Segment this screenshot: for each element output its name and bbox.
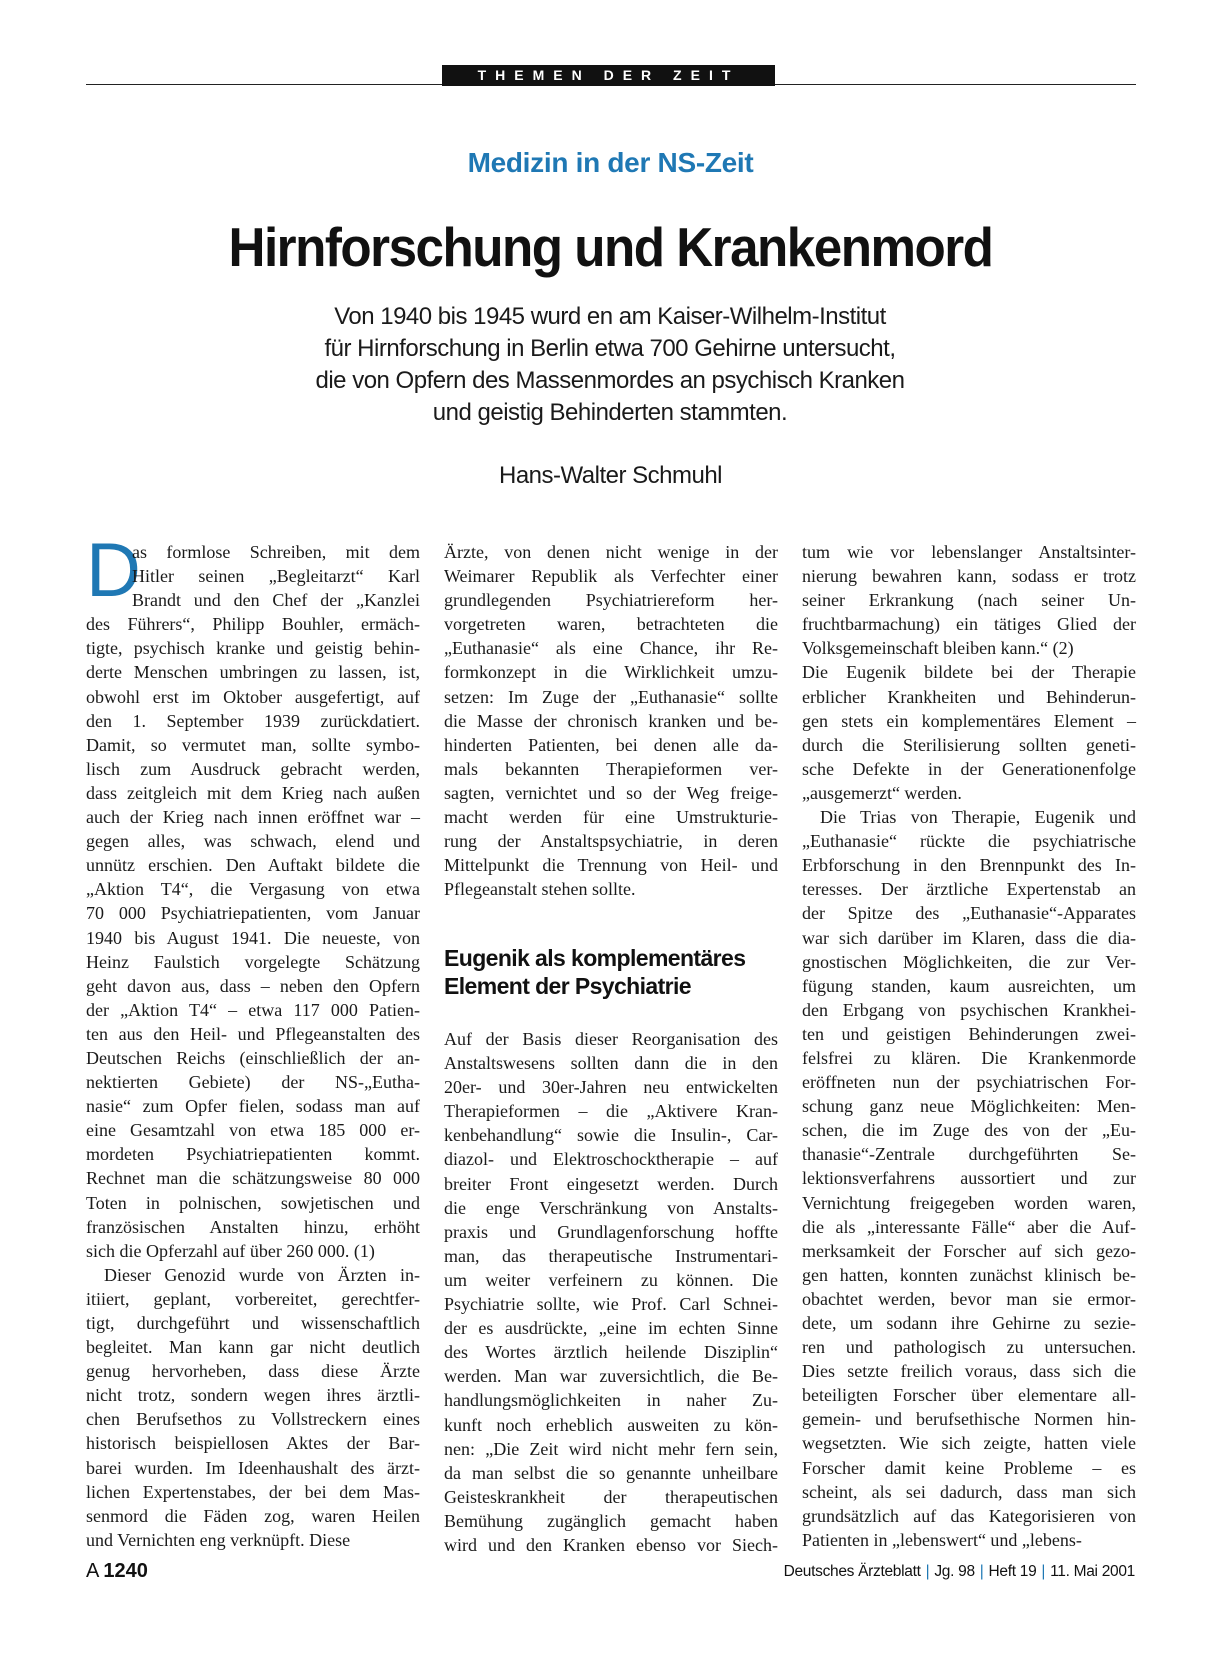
text-line: barei wurden. Im Ideenhaushalt des ärzt- <box>86 1457 420 1478</box>
text-line: Mittelpunkt die Trennung von Heil- und <box>444 855 778 876</box>
text-line: Vernichtung freigegeben worden waren, <box>802 1192 1136 1213</box>
text-line: itiiert, geplant, vorbereitet, gerechtfer- <box>86 1288 420 1309</box>
text-line: 70 000 Psychiatriepatienten, vom Januar <box>86 903 420 924</box>
text-line: nektierten Gebiete) der NS-„Eutha- <box>86 1072 420 1093</box>
text-line: formkonzept in die Wirklichkeit umzu- <box>444 662 778 683</box>
text-line: 20er- und 30er-Jahren neu entwickelten <box>444 1077 778 1098</box>
text-line: wegsetzten. Wie sich zeigte, hatten viele <box>802 1433 1136 1454</box>
text-line: macht werden für eine Umstrukturie- <box>444 807 778 828</box>
text-line: durch die Sterilisierung sollten geneti- <box>802 734 1136 755</box>
text-column-3 <box>802 540 1136 1552</box>
text-line: lisch zum Ausdruck gebracht werden, <box>86 758 420 779</box>
text-line: schen, die im Zuge des von der „Eu- <box>802 1120 1136 1141</box>
text-line: Therapieformen – die „Aktivere Kran- <box>444 1101 778 1122</box>
text-line: grundlegenden Psychiatriereform her- <box>444 590 778 611</box>
text-line: Dieser Genozid wurde von Ärzten in- <box>104 1264 420 1285</box>
text-line: nierung bewahren kann, sodass er trotz <box>802 566 1136 587</box>
text-line: erblicher Krankheiten und Behinderun- <box>802 686 1136 707</box>
text-line: „Euthanasie“ als eine Chance, ihr Re- <box>444 638 778 659</box>
text-line: „ausgemerzt“ werden. <box>802 782 962 803</box>
author-byline: Hans-Walter Schmuhl <box>498 462 722 489</box>
text-line: Forscher damit keine Probleme – es <box>802 1457 1136 1478</box>
text-line: diazol- und Elektroschocktherapie – auf <box>444 1149 778 1170</box>
text-line: des Wortes ärztlich heilende Disziplin“ <box>444 1342 778 1363</box>
text-line: breiter Front eingesetzt werden. Durch <box>444 1173 778 1194</box>
text-line: sche Defekte in der Generationenfolge <box>802 758 1136 779</box>
page-number-value: 1240 <box>103 1560 148 1582</box>
text-line: wird und den Kranken ebenso vor Siech- <box>444 1534 778 1555</box>
text-line: Dies setzte freilich voraus, dass sich die <box>802 1361 1136 1382</box>
text-line: schung ganz neue Möglichkeiten: Men- <box>802 1096 1136 1117</box>
text-line: den 1. September 1939 zurückdatiert. <box>86 710 420 731</box>
text-line: die Masse der chronisch kranken und be- <box>444 710 778 731</box>
text-column-1 <box>86 540 420 1552</box>
text-line: Patienten in „lebenswert“ und „lebens- <box>802 1529 1082 1550</box>
text-line: Bemühung zugänglich gemacht haben <box>444 1510 778 1531</box>
deck-line: und geistig Behinderten stammten. <box>432 399 788 426</box>
text-line: obwohl erst im Oktober ausgefertigt, auf <box>86 686 420 707</box>
separator: | <box>979 1563 984 1580</box>
text-line: Damit, so vermutet man, sollte symbo- <box>86 734 420 755</box>
text-line: des Führers“, Philipp Bouhler, ermäch- <box>86 614 420 635</box>
text-line: auch der Krieg nach innen eröffnet war – <box>86 807 420 828</box>
text-line: tum wie vor lebenslanger Anstaltsinter- <box>802 542 1136 562</box>
text-line: Rechnet man die schätzungsweise 80 000 <box>86 1168 420 1189</box>
separator: | <box>1041 1563 1046 1580</box>
text-line: werden. Man war zuversichtlich, die Be- <box>444 1366 778 1387</box>
text-line: lichen Expertenstabes, der bei dem Mas- <box>86 1481 420 1502</box>
text-line: kunft noch erheblich ausweiten zu kön- <box>444 1414 778 1435</box>
section-label: THEMEN DER ZEIT <box>442 65 775 86</box>
text-line: dass zeitgleich mit dem Krieg nach außen <box>86 782 420 803</box>
text-line: Psychiatrie sollte, wie Prof. Carl Schnei- <box>444 1294 778 1315</box>
text-line: vorgetreten waren, betrachteten die <box>444 614 778 635</box>
text-line: fügung standen, kaum ausreichten, um <box>802 975 1136 996</box>
text-line: thanasie“-Zentrale durchgeführten Se- <box>802 1144 1136 1165</box>
text-line: französischen Anstalten hinzu, erhöht <box>86 1216 420 1237</box>
text-line: Die Eugenik bildete bei der Therapie <box>802 662 1136 683</box>
text-line: unnütz erschien. Den Auftakt bildete die <box>86 855 420 876</box>
text-line: tigt, durchgeführt und wissenschaftlich <box>86 1313 420 1333</box>
deck <box>210 301 1010 429</box>
text-line: war sich darüber im Klaren, dass die dia- <box>802 927 1136 948</box>
text-line: Deutschen Reichs (einschließlich der an- <box>86 1047 420 1068</box>
text-line: senmord die Fäden zog, waren Heilen <box>86 1505 420 1526</box>
text-line: da man selbst die so genannte unheilbare <box>444 1462 778 1483</box>
text-line: der es ausdrückte, „eine im echten Sinne <box>444 1318 778 1339</box>
text-line: praxis und Grundlagenforschung hoffte <box>444 1221 778 1242</box>
text-line: lektionsverfahrens aussortiert und zur <box>802 1168 1136 1189</box>
text-line: derte Menschen umbringen zu lassen, ist, <box>86 662 420 683</box>
text-line: 1940 bis August 1941. Die neueste, von <box>86 927 420 948</box>
text-line: den Erbgang von psychischen Krankhei- <box>802 999 1136 1020</box>
text-line: scheint, als sei dadurch, dass man sich <box>802 1481 1136 1502</box>
text-column-2-continued <box>444 1027 778 1557</box>
text-line: eröffneten nun der psychiatrischen For- <box>802 1072 1136 1093</box>
text-line: man, das therapeutische Instrumentari- <box>444 1245 778 1266</box>
text-line: Hitler seinen „Begleitarzt“ Karl <box>132 566 420 587</box>
text-line: handlungsmöglichkeiten in naher Zu- <box>444 1390 778 1411</box>
text-line: chen Berufsethos zu Vollstreckern eines <box>86 1409 420 1430</box>
text-line: Pflegeanstalt stehen sollte. <box>444 879 636 900</box>
journal-info <box>784 1563 1135 1581</box>
page-prefix: A <box>86 1560 100 1582</box>
text-line: tigte, psychisch kranke und geistig behin- <box>86 638 420 659</box>
text-column-2 <box>444 540 778 901</box>
text-line: um weiter verfeinern zu können. Die <box>444 1269 778 1290</box>
text-line: der „Aktion T4“ – etwa 117 000 Patien- <box>86 999 420 1020</box>
kicker: Medizin in der NS-Zeit <box>467 147 754 178</box>
page-number <box>86 1560 148 1583</box>
text-line: teresses. Der ärztliche Expertenstab an <box>802 879 1136 900</box>
text-line: genug hervorheben, dass diese Ärzte <box>86 1361 420 1382</box>
text-line: mals bekannten Therapieformen ver- <box>444 758 778 779</box>
text-line: Brandt und den Chef der „Kanzlei <box>132 590 420 611</box>
journal-name: Deutsches Ärzteblatt <box>783 1563 921 1580</box>
text-line: der Spitze des „Euthanasie“-Apparates <box>802 903 1136 924</box>
text-line: gnostischen Möglichkeiten, die zur Ver- <box>802 951 1136 972</box>
text-line: Volksgemeinschaft bleiben kann.“ (2) <box>802 638 1074 659</box>
text-line: Geisteskrankheit der therapeutischen <box>444 1486 778 1507</box>
text-line: nen: „Die Zeit wird nicht mehr fern sein, <box>444 1438 778 1459</box>
subheading-line: Element der Psychiatrie <box>444 973 691 999</box>
text-line: geht davon aus, dass – neben den Opfern <box>86 975 420 996</box>
text-line: obachtet werden, bevor man sie ermor- <box>802 1288 1136 1309</box>
text-line: Auf der Basis dieser Reorganisation des <box>444 1029 778 1049</box>
text-line: fruchtbarmachung) ein tätiges Glied der <box>802 614 1136 635</box>
deck-line: die von Opfern des Massenmordes an psychisch Kranken <box>315 367 905 394</box>
text-line: rung der Anstaltspsychiatrie, in deren <box>444 831 778 852</box>
text-line: Die Trias von Therapie, Eugenik und <box>820 807 1136 828</box>
text-line: Erbforschung in den Brennpunkt des In- <box>802 855 1136 876</box>
subheading-line: Eugenik als komplementäres <box>444 945 746 971</box>
text-line: dete, um sodann ihre Gehirne zu sezie- <box>802 1313 1136 1333</box>
text-line: Heinz Faulstich vorgelegte Schätzung <box>86 951 420 972</box>
volume: Jg. 98 <box>934 1563 975 1580</box>
text-line: mordeten Psychiatriepatienten kommt. <box>86 1144 420 1165</box>
text-line: ten aus den Heil- und Pflegeanstalten des <box>86 1023 420 1044</box>
text-line: Toten in polnischen, sowjetischen und <box>86 1192 420 1213</box>
text-line: „Euthanasie“ rückte die psychiatrische <box>802 831 1136 852</box>
text-line: beteiligten Forscher über elementare all- <box>802 1385 1136 1406</box>
separator: | <box>925 1563 930 1580</box>
drop-cap: D <box>86 528 141 613</box>
text-line: setzen: Im Zuge der „Euthanasie“ sollte <box>444 686 778 707</box>
text-line: sich die Opferzahl auf über 260 000. (1) <box>86 1240 375 1261</box>
issue: Heft 19 <box>988 1563 1037 1580</box>
text-line: merksamkeit der Forscher auf sich gezo- <box>802 1240 1136 1261</box>
text-line: Weimarer Republik als Verfechter einer <box>444 566 778 587</box>
text-line: historisch beispiellosen Aktes der Bar- <box>86 1433 420 1454</box>
headline: Hirnforschung und Krankenmord <box>228 216 993 278</box>
deck-line: Von 1940 bis 1945 wurd en am Kaiser-Wilhelm-Institut <box>334 303 886 330</box>
text-line: seiner Erkrankung (nach seiner Un- <box>802 590 1136 611</box>
text-line: kenbehandlung“ sowie die Insulin-, Car- <box>444 1125 778 1146</box>
text-line: Anstaltswesens sollten dann die in den <box>444 1053 778 1074</box>
text-line: Ärzte, von denen nicht wenige in der <box>444 542 778 562</box>
text-line: sagten, vernichtet und so der Weg freige- <box>444 782 778 803</box>
text-line: felsfrei zu klären. Die Krankenmorde <box>802 1047 1136 1068</box>
deck-line: für Hirnforschung in Berlin etwa 700 Gehirne untersucht, <box>324 335 896 362</box>
text-line: begleitet. Man kann gar nicht deutlich <box>86 1337 420 1358</box>
text-line: gegen alles, was schwach, elend und <box>86 831 420 852</box>
text-line: ren und pathologisch zu untersuchen. <box>802 1337 1136 1358</box>
text-line: gen stets ein komplementäres Element – <box>802 710 1136 731</box>
text-line: nicht trotz, sondern wegen ihres ärztli- <box>86 1385 420 1406</box>
text-line: nasie“ zum Opfer fielen, sodass man auf <box>86 1096 420 1117</box>
text-line: die als „interessante Fälle“ aber die Auf- <box>802 1216 1136 1237</box>
text-line: hinderten Patienten, bei denen alle da- <box>444 734 778 755</box>
subheading <box>444 944 778 1000</box>
text-line: gemein- und berufsethische Normen hin- <box>802 1409 1136 1430</box>
issue-date: 11. Mai 2001 <box>1050 1563 1135 1580</box>
text-line: ten und geistigen Behinderungen zwei- <box>802 1023 1136 1044</box>
text-line: „Aktion T4“, die Vergasung von etwa <box>86 879 420 900</box>
text-line: und Vernichten eng verknüpft. Diese <box>86 1529 351 1550</box>
text-line: die enge Verschränkung von Anstalts- <box>444 1197 778 1218</box>
text-line: eine Gesamtzahl von etwa 185 000 er- <box>86 1120 420 1141</box>
text-line: gen hatten, konnten zunächst klinisch be- <box>802 1264 1136 1285</box>
text-line: as formlose Schreiben, mit dem <box>132 542 420 562</box>
text-line: grundsätzlich auf das Kategorisieren von <box>802 1505 1136 1526</box>
